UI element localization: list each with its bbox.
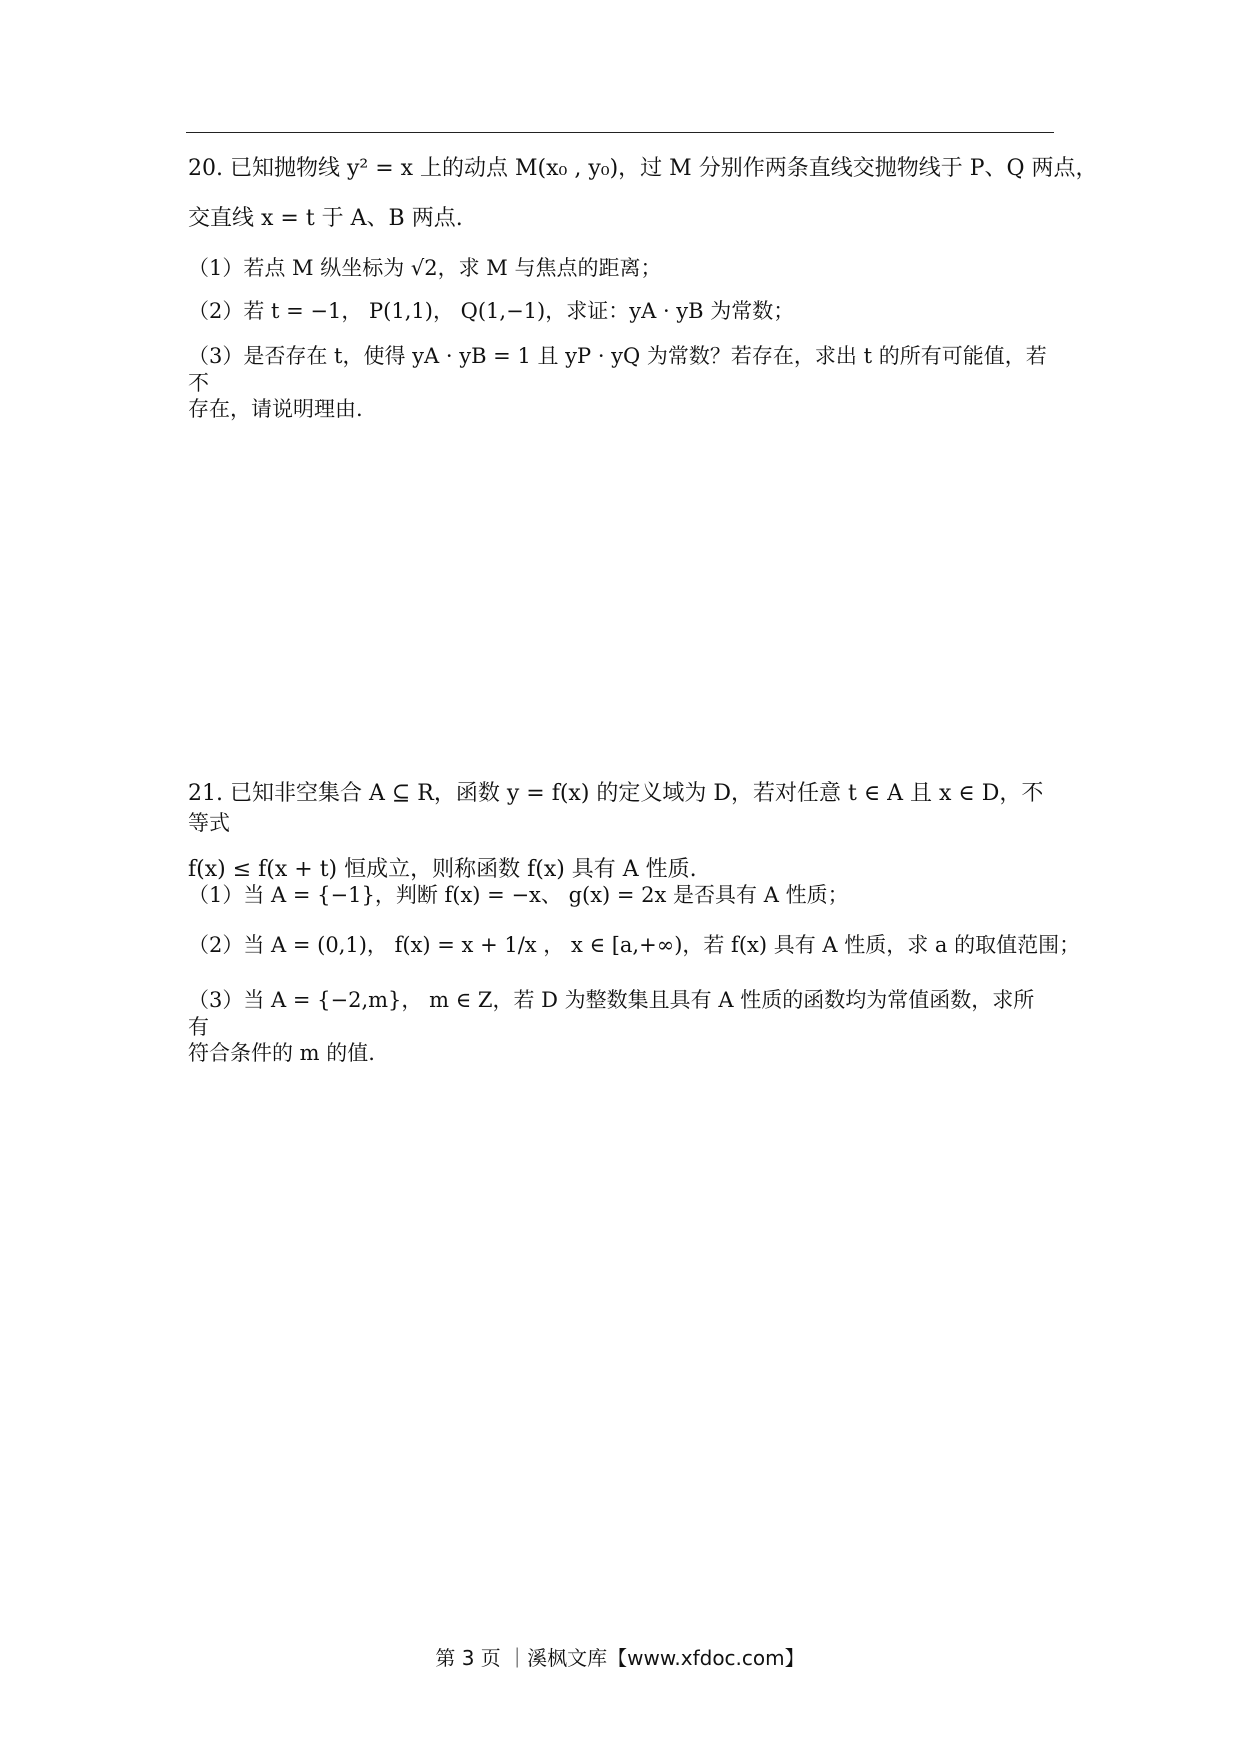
q21-part2: （2）当 A = (0,1)， f(x) = x + 1/x ， x ∈ [a,+∞)，若 f(x) 具有 A 性质，求 a 的取值范围； [188,933,1081,957]
q21-part3-line3: 符合条件的 m 的值. [188,1041,375,1065]
q20-part2: （2）若 t = −1， P(1,1)， Q(1,−1)，求证：yA · yB 为常数； [188,299,795,323]
q20-part3-line3: 存在，请说明理由. [188,397,363,421]
q21-part3-line2: 有 [188,1015,209,1039]
page-footer: 第 3 页 ｜溪枫文库【www.xfdoc.com】 [435,1646,805,1670]
q21-part3-line1: （3）当 A = {−2,m}， m ∈ Z，若 D 为整数集且具有 A 性质的函数均为常值函数，求所 [188,988,1035,1012]
q20-part1: （1）若点 M 纵坐标为 √2，求 M 与焦点的距离； [188,256,662,280]
q20-stem-line1: 20. 已知抛物线 y² = x 上的动点 M(x₀ , y₀)，过 M 分别作两条直线交抛物线于 P、Q 两点， [188,156,1098,181]
q20-part3-line1: （3）是否存在 t，使得 yA · yB = 1 且 yP · yQ 为常数？若存在，求出 t 的所有可能值，若 [188,344,1047,368]
q21-stem-line1: 21. 已知非空集合 A ⊆ R，函数 y = f(x) 的定义域为 D，若对任意 t ∈ A 且 x ∈ D，不 [188,781,1044,806]
q21-stem-line2: 等式 [188,811,230,835]
q20-stem-line2: 交直线 x = t 于 A、B 两点. [188,206,463,231]
header-rule [186,132,1054,133]
q21-stem-line3: f(x) ≤ f(x + t) 恒成立，则称函数 f(x) 具有 A 性质. [188,857,697,882]
q20-part3-line2: 不 [188,371,209,395]
q21-part1: （1）当 A = {−1}，判断 f(x) = −x、 g(x) = 2x 是否具有 A 性质； [188,883,849,907]
